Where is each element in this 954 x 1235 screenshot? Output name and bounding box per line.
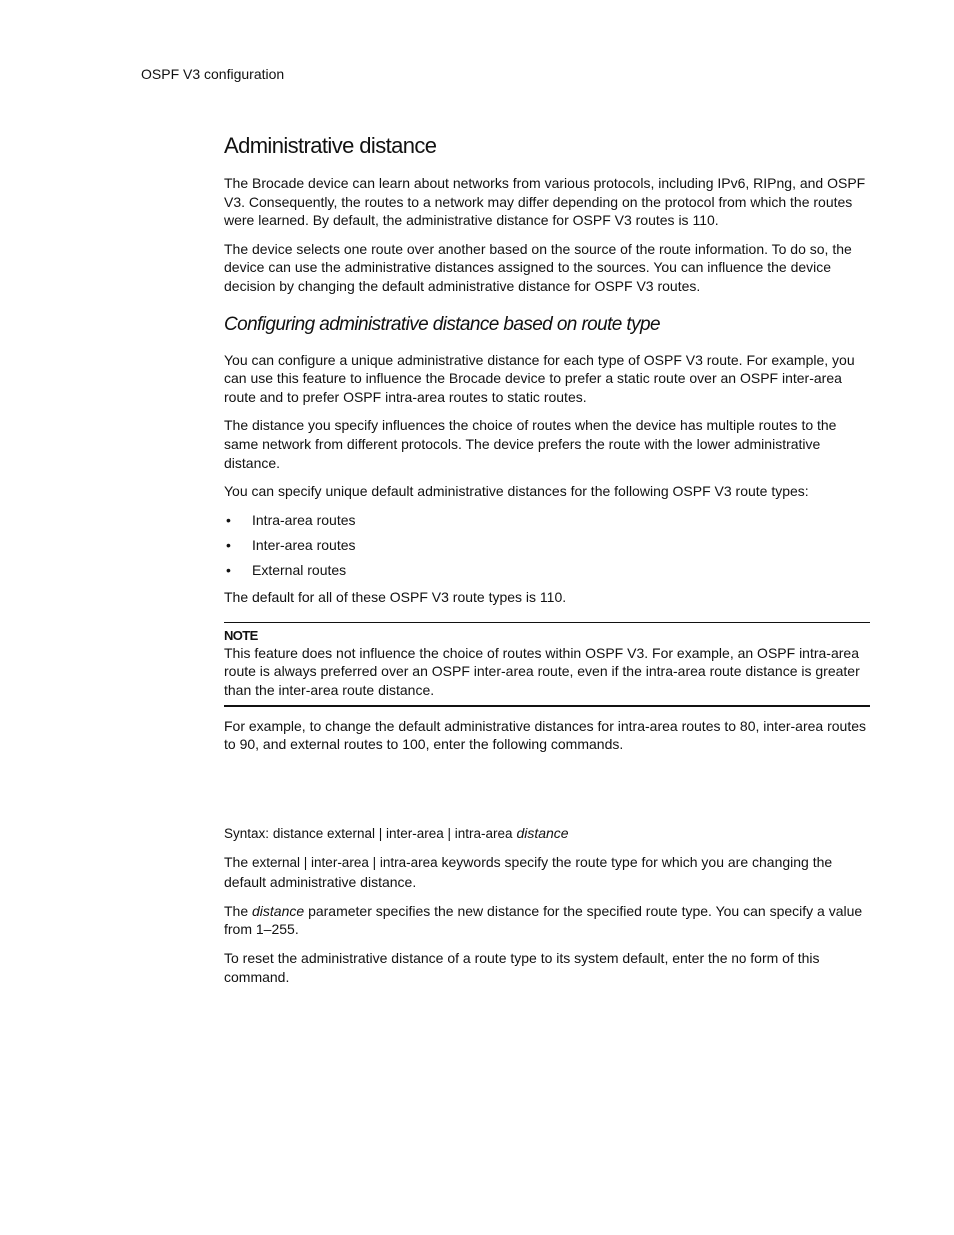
param-suffix: parameter specifies the new distance for the specified route type. You can specify a value from 1–255. <box>224 902 863 938</box>
reset-prefix: To reset the administrative distance of a route type to its system default, enter the <box>224 949 728 966</box>
note-text: This feature does not influence the choice of routes within OSPF V3. For example, an OSPF intra-area route is always preferred over an OSPF inter-area route, even if the intra-area route distance is greater than the inter-area route distance. <box>224 644 860 699</box>
bullet-icon: • <box>226 536 231 553</box>
keywords-prefix: The <box>224 854 249 871</box>
list-item-label: External routes <box>252 561 347 578</box>
syntax-param: distance <box>516 824 569 841</box>
keywords-list: external | inter-area | intra-area <box>252 855 438 871</box>
note-label: NOTE <box>224 627 258 643</box>
default-statement: The default for all of these OSPF V3 route types is 110. <box>224 589 567 606</box>
section-paragraph: The device selects one route over another based on the source of the route information. To do so, the device can use the administrative distances assigned to the sources. You can influence the device decision by changing the default administrative distance for OSPF V3 routes. <box>224 240 852 294</box>
page-content <box>224 132 870 997</box>
bullet-icon: • <box>226 511 231 528</box>
bullet-icon: • <box>226 561 231 578</box>
param-prefix: The <box>224 902 249 919</box>
list-item <box>224 561 870 580</box>
subsection-title: Configuring administrative distance based on route type <box>224 313 660 335</box>
list-item-label: Inter-area routes <box>252 536 356 553</box>
section-paragraph: The Brocade device can learn about networks from various protocols, including IPv6, RIPng, and OSPF V3. Consequently, the routes to a network may differ depending on the protocol from which the routes were learned. By default, the administrative distance for OSPF V3 routes is 110. <box>224 175 866 229</box>
section-title: Administrative distance <box>224 133 437 158</box>
keywords-suffix: keywords specify the route type for which you are changing the default administrative distance. <box>224 854 833 891</box>
syntax-label: Syntax: <box>224 825 270 841</box>
subsection-paragraph: The distance you specify influences the choice of routes when the device has multiple routes to the same network from different protocols. The device prefers the route with the lower administrative distance. <box>224 417 837 471</box>
example-paragraph: For example, to change the default administrative distances for intra-area routes to 80, inter-area routes to 90, and external routes to 100, enter the following commands. <box>224 717 867 753</box>
subsection-paragraph: You can specify unique default administrative distances for the following OSPF V3 route types: <box>224 483 809 500</box>
syntax-command: distance external | inter-area | intra-area <box>272 825 513 841</box>
route-type-list <box>224 511 870 580</box>
syntax-line <box>224 824 870 844</box>
list-item <box>224 511 870 530</box>
reset-suffix: form of this command. <box>224 949 820 986</box>
keywords-explanation <box>224 853 870 891</box>
running-header: OSPF V3 configuration <box>141 66 285 82</box>
subsection-paragraph: You can configure a unique administrative distance for each type of OSPF V3 route. For example, you can use this feature to influence the Brocade device to prefer a static route over an OSPF inter-area route and to prefer OSPF intra-area routes to static routes. <box>224 351 855 405</box>
note-box <box>224 622 870 707</box>
reset-explanation <box>224 949 870 987</box>
list-item-label: Intra-area routes <box>252 511 356 528</box>
param-name: distance <box>252 902 305 919</box>
list-item <box>224 536 870 555</box>
param-explanation <box>224 902 870 939</box>
reset-keyword: no <box>731 950 747 966</box>
